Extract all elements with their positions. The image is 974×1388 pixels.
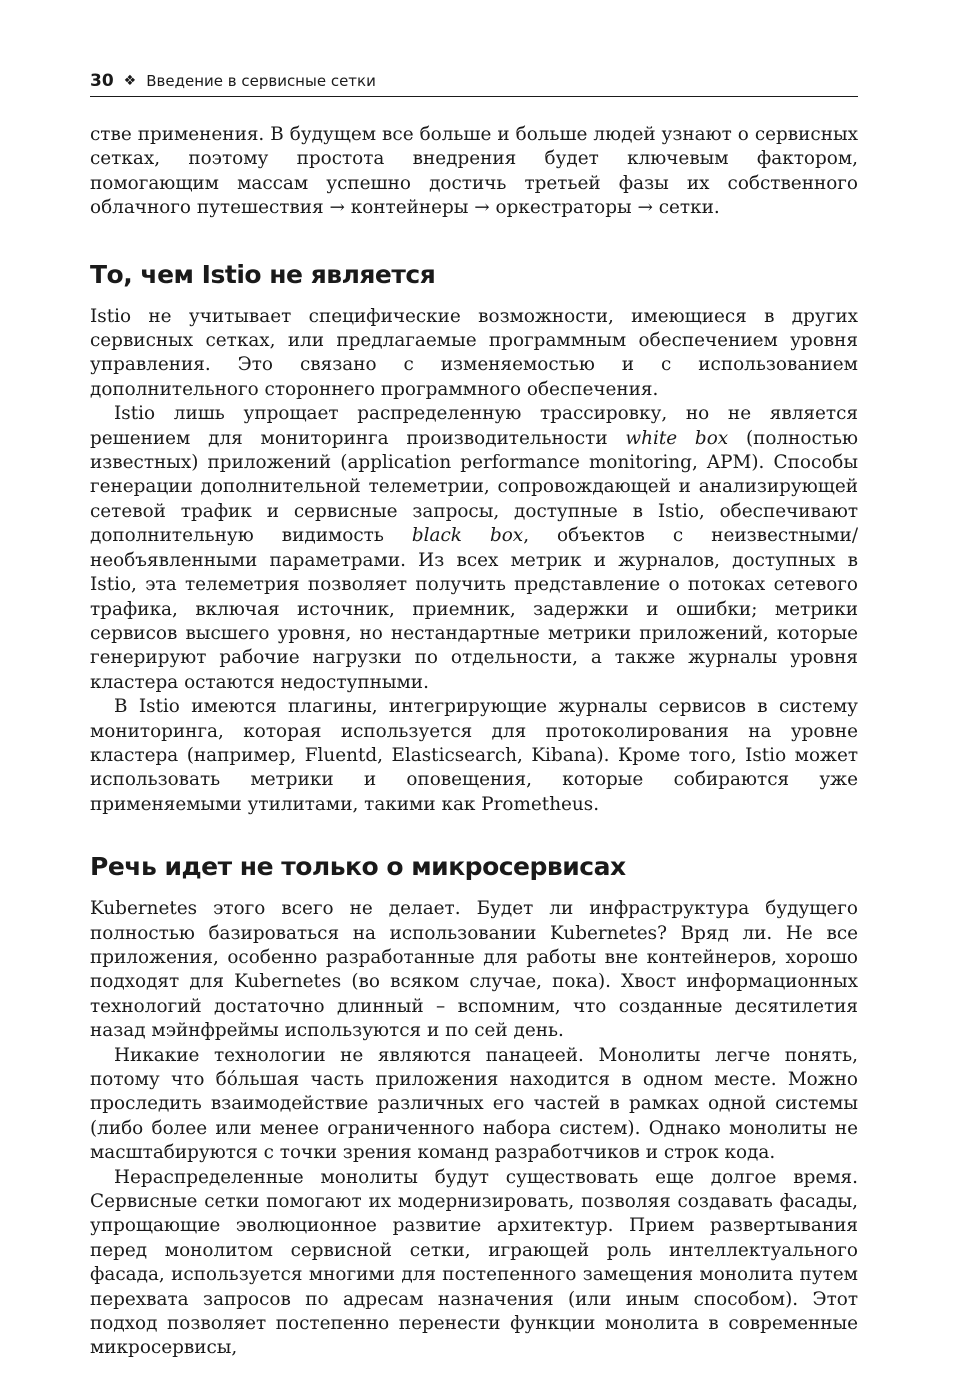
section2-paragraph-2: Никакие технологии не являются панацеей. Монолиты легче понять, потому что бо́льшая часть приложения находится в одном месте. Можно проследить взаимодействие различных его частей в рамках одной системы (либо более или менее ограниченного набора систем). Однако монолиты не масштабируются с точки зрения команд разработчиков и строк кода. (90, 1044, 858, 1164)
section1-paragraph-2 (90, 402, 858, 695)
italic-term-black-box: black box (411, 525, 524, 547)
intro-paragraph: стве применения. В будущем все больше и больше людей узнают о сервисных сетках, поэтому простота внедрения будет ключевым фактором, помогающим массам успешно достичь третьей фазы их собственного облачного путешествия → контейнеры → оркестраторы → сетки. (90, 124, 858, 219)
ornament-icon: ❖ (123, 73, 137, 89)
section-heading-istio-is-not: То, чем Istio не является (90, 259, 436, 289)
section2-paragraph-1: Kubernetes этого всего не делает. Будет ли инфраструктура будущего полностью базироваться на использовании Kubernetes? Вряд ли. Не все приложения, особенно разработанные для работы вне контейнеров, хорошо подходят для Kubernetes (во всяком случае, пока). Хвост информационных технологий достаточно длинный – вспомним, что созданные десятилетия назад мэйнфреймы используются и по сей день. (90, 898, 858, 1042)
section1-paragraph-3: В Istio имеются плагины, интегрирующие журналы сервисов в систему мониторинга, которая используется для протоколирования на уровне кластера (например, Fluentd, Elasticsearch, Kibana). Кроме того, Istio может использовать метрики и оповещения, которые собираются уже применяемыми утилитами, такими как Prometheus. (90, 696, 858, 815)
book-page (90, 66, 858, 1361)
running-title: Введение в сервисные сетки (146, 72, 376, 90)
running-header (90, 66, 858, 97)
text-run: , объектов с неизвестными/необъявленными параметрами. Из всех метрик и журналов, доступных в Istio, эта телеметрия позволяет получить представление о потоках сетевого трафика, включая источник, приемник, задержки и ошибки; метрики сервисов высшего уровня, но нестандартные метрики приложений, которые генерируют рабочие нагрузки по отдельности, а также журналы уровня кластера остаются недоступными. (90, 525, 859, 693)
section2-paragraph-3: Нераспределенные монолиты будут существовать еще долгое время. Сервисные сетки помогают их модернизировать, позволяя создавать фасады, упрощающие эволюционное развитие архитектур. Прием развертывания перед монолитом сервисной сетки, играющей роль интеллектуального фасада, используется многими для постепенного замещения монолита путем перехвата запросов по адресам назначения (или иным способом). Этот подход позволяет постепенно перенести функции монолита в современные микросервисы, (90, 1166, 858, 1359)
page-number: 30 (90, 71, 114, 91)
section-heading-not-only-microservices: Речь идет не только о микросервисах (90, 852, 626, 882)
text-run: (полностью известных) приложений (application performance monitoring, APM). Способы генерации дополнительной телеметрии, сопровождающей и анализирующей сетевой трафик и сервисные запросы, доступные в Istio, обеспечивают дополнительную видимость (90, 427, 858, 547)
section1-paragraph-1: Istio не учитывает специфические возможности, имеющиеся в других сервисных сетках, или предлагаемые программным обеспечением уровня управления. Это связано с изменяемостью и с использованием дополнительного стороннего программного обеспечения. (90, 305, 858, 400)
italic-term-white-box: white box (625, 427, 729, 449)
text-run: Istio лишь упрощает распределенную трассировку, но не является решением для мониторинга производительности (90, 403, 858, 449)
